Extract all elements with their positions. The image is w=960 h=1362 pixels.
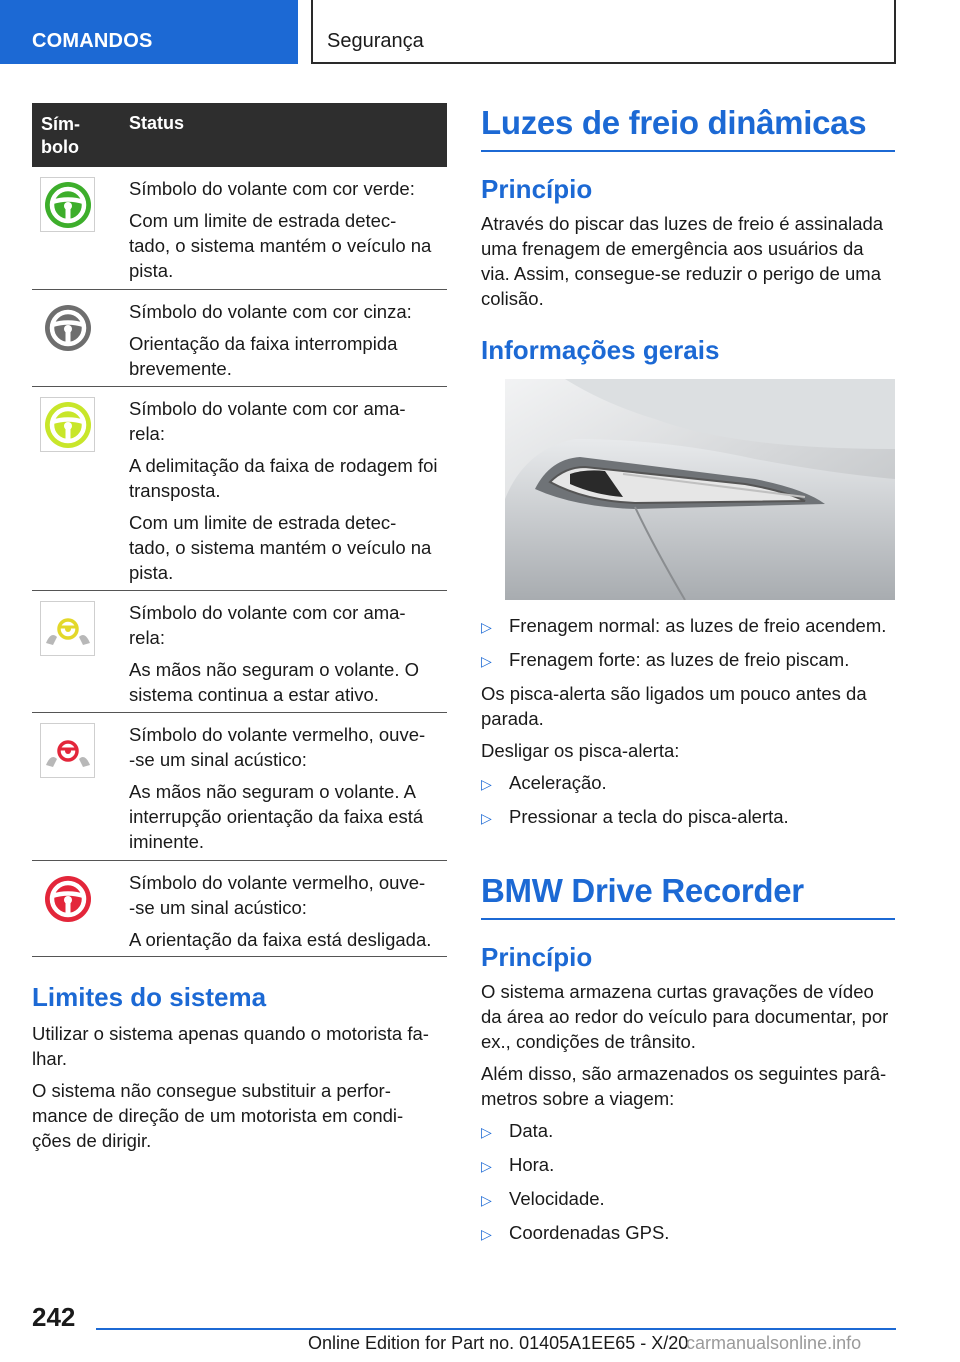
table-row bbox=[32, 591, 447, 713]
limits-title: Limites do sistema bbox=[32, 982, 267, 1012]
row-text: As mãos não seguram o volante. A interrupção orientação da faixa está iminente. bbox=[129, 781, 424, 852]
limits-paragraph: Utilizar o sistema apenas quando o motorista fa- lhar. bbox=[32, 1023, 429, 1069]
triangle-bullet-icon: ▷ bbox=[481, 1226, 492, 1242]
hazard-paragraph: Os pisca-alerta são ligados um pouco antes da parada. bbox=[481, 683, 867, 729]
table-header bbox=[32, 103, 447, 167]
row-text: A orientação da faixa está desligada. bbox=[129, 929, 432, 950]
hands-off-yellow-icon bbox=[40, 601, 95, 656]
table-row bbox=[32, 861, 447, 957]
recorder-paragraph: Além disso, são armazenados os seguintes parâ- metros sobre a viagem: bbox=[481, 1063, 887, 1109]
row-text: Símbolo do volante com cor cinza: bbox=[129, 301, 412, 322]
triangle-bullet-icon: ▷ bbox=[481, 776, 492, 792]
recorder-paragraph: O sistema armazena curtas gravações de vídeo da área ao redor do veículo para documentar, por ex., condições de trânsito. bbox=[481, 981, 889, 1052]
header-symbol: Sím- bolo bbox=[41, 114, 81, 157]
triangle-bullet-icon: ▷ bbox=[481, 810, 492, 826]
triangle-bullet-icon: ▷ bbox=[481, 1158, 492, 1174]
drive-recorder-title: BMW Drive Recorder bbox=[481, 872, 895, 920]
brake-lights-section bbox=[481, 104, 895, 366]
footer-rule bbox=[96, 1328, 896, 1330]
row-text: Símbolo do volante com cor ama- rela: bbox=[129, 398, 406, 444]
tail-light-image bbox=[505, 379, 895, 600]
brake-principle-text: Através do piscar das luzes de freio é assinalada uma frenagem de emergência aos usuários da via. Assim, consegue-se reduzir o perigo de uma colisão. bbox=[481, 213, 884, 309]
hazard-off-paragraph: Desligar os pisca-alerta: bbox=[481, 740, 680, 761]
list-item: ▷ Velocidade. bbox=[481, 1186, 895, 1213]
row-text: Com um limite de estrada detec- tado, o sistema mantém o veículo na pista. bbox=[129, 512, 432, 583]
edition-text: Online Edition for Part no. 01405A1EE65 - X/20 bbox=[308, 1333, 689, 1353]
table-row bbox=[32, 713, 447, 861]
list-item: ▷ Frenagem normal: as luzes de freio acendem. bbox=[481, 613, 895, 640]
limits-section bbox=[32, 982, 447, 1160]
triangle-bullet-icon: ▷ bbox=[481, 619, 492, 635]
row-text: A delimitação da faixa de rodagem foi transposta. bbox=[129, 455, 438, 501]
section-tab: COMANDOS bbox=[0, 0, 298, 64]
triangle-bullet-icon: ▷ bbox=[481, 653, 492, 669]
list-item: ▷ Data. bbox=[481, 1118, 895, 1145]
triangle-bullet-icon: ▷ bbox=[481, 1124, 492, 1140]
row-text: Símbolo do volante vermelho, ouve- -se um sinal acústico: bbox=[129, 872, 426, 918]
row-text: Orientação da faixa interrompida brevemente. bbox=[129, 333, 398, 379]
watermark-text: carmanualsonline.info bbox=[686, 1333, 862, 1353]
general-info-title: Informações gerais bbox=[481, 335, 720, 365]
brake-principle-title: Princípio bbox=[481, 174, 593, 204]
steering-wheel-red-icon bbox=[40, 871, 95, 926]
page-number: 242 bbox=[32, 1302, 76, 1332]
hands-off-red-icon bbox=[40, 723, 95, 778]
row-text: Símbolo do volante vermelho, ouve- -se um sinal acústico: bbox=[129, 724, 426, 770]
table-row bbox=[32, 387, 447, 591]
status-table bbox=[32, 103, 447, 957]
list-item: ▷ Coordenadas GPS. bbox=[481, 1220, 895, 1247]
table-row bbox=[32, 167, 447, 290]
list-item: ▷ Aceleração. bbox=[481, 770, 895, 797]
steering-wheel-gray-icon bbox=[40, 300, 95, 355]
limits-paragraph: O sistema não consegue substituir a perfor- mance de direção de um motorista em condi- ções de dirigir. bbox=[32, 1080, 404, 1151]
list-item: ▷ Frenagem forte: as luzes de freio piscam. bbox=[481, 647, 895, 674]
row-text: Símbolo do volante com cor verde: bbox=[129, 178, 415, 199]
header-status: Status bbox=[129, 113, 185, 133]
list-item: ▷ Hora. bbox=[481, 1152, 895, 1179]
row-text: Com um limite de estrada detec- tado, o sistema mantém o veículo na pista. bbox=[129, 210, 432, 281]
drive-recorder-section bbox=[481, 872, 895, 1254]
topic-tab: Segurança bbox=[311, 0, 896, 64]
row-text: Símbolo do volante com cor ama- rela: bbox=[129, 602, 406, 648]
brake-lights-title: Luzes de freio dinâmicas bbox=[481, 104, 895, 152]
steering-wheel-yellow-icon bbox=[40, 397, 95, 452]
steering-wheel-green-icon bbox=[40, 177, 95, 232]
table-row bbox=[32, 290, 447, 387]
row-text: As mãos não seguram o volante. O sistema continua a estar ativo. bbox=[129, 659, 419, 705]
triangle-bullet-icon: ▷ bbox=[481, 1192, 492, 1208]
recorder-principle-title: Princípio bbox=[481, 942, 593, 972]
list-item: ▷ Pressionar a tecla do pisca-alerta. bbox=[481, 804, 895, 831]
brake-lights-details bbox=[481, 613, 895, 838]
